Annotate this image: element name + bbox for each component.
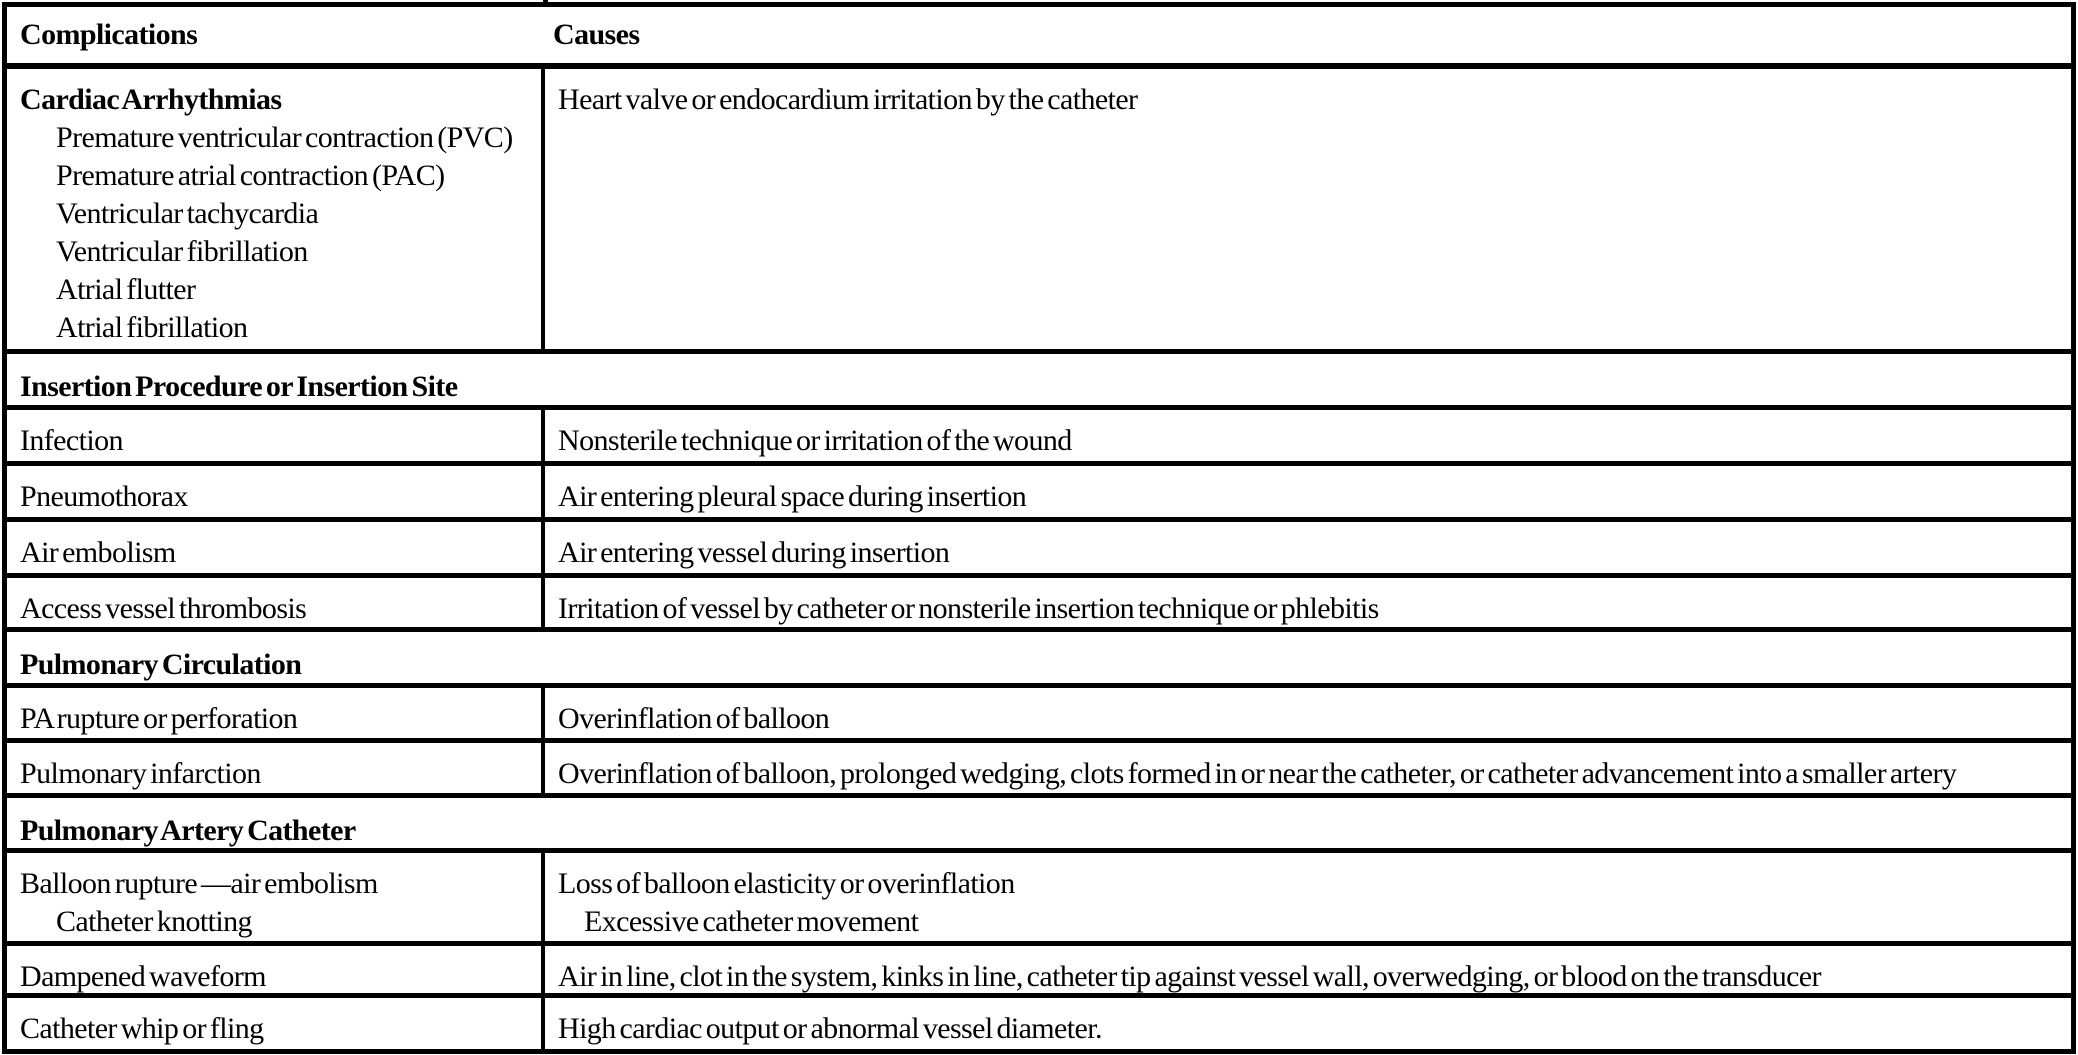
complication-cell — [7, 410, 545, 461]
section-cell — [7, 798, 2071, 848]
table-row — [7, 410, 2071, 466]
complication-main-text: Air embolism — [20, 536, 176, 569]
complication-cell — [7, 578, 545, 627]
complication-main-text: Catheter whip or fling — [20, 1012, 264, 1045]
table-row — [7, 466, 2071, 522]
header-cell-complications — [7, 7, 545, 63]
section-cell — [7, 354, 2071, 405]
column-header-complications: Complications — [20, 18, 198, 51]
complication-main-text: Pneumothorax — [20, 480, 188, 513]
complication-cell — [7, 946, 545, 993]
cause-cell — [545, 578, 2071, 627]
cause-main-text: Air in line, clot in the system, kinks in line, catheter tip against vessel wall, overwedging, or blood on the transducer — [558, 960, 1821, 993]
cause-cell — [545, 466, 2071, 517]
section-row — [7, 354, 2071, 410]
complication-sub-item: Premature atrial contraction (PAC) — [56, 159, 445, 192]
complication-cell — [7, 69, 545, 349]
complication-cell — [7, 998, 545, 1049]
table-header-row — [7, 7, 2071, 69]
section-header-label: Insertion Procedure or Insertion Site — [20, 370, 458, 403]
cause-cell — [545, 998, 2071, 1049]
cause-cell — [545, 946, 2071, 993]
table-row — [7, 853, 2071, 946]
cause-cell — [545, 743, 2071, 793]
complication-cell — [7, 522, 545, 573]
cause-cell — [545, 853, 2071, 941]
cause-main-text: Irritation of vessel by catheter or nonsterile insertion technique or phlebitis — [558, 592, 1379, 625]
section-cell — [7, 632, 2071, 683]
complication-main-text: PA rupture or perforation — [20, 702, 298, 735]
cause-main-text: Nonsterile technique or irritation of the wound — [558, 424, 1072, 457]
cause-main-text: Air entering vessel during insertion — [558, 536, 950, 569]
cause-main-text: Loss of balloon elasticity or overinflation — [558, 867, 1015, 900]
section-header-label: Pulmonary Artery Catheter — [20, 814, 356, 847]
complication-main-text: Pulmonary infarction — [20, 757, 261, 790]
section-header-label: Pulmonary Circulation — [20, 648, 302, 681]
complication-cell — [7, 853, 545, 941]
cause-cell — [545, 522, 2071, 573]
table-row — [7, 998, 2071, 1049]
complication-main-text: Dampened waveform — [20, 960, 266, 993]
column-header-causes: Causes — [553, 18, 640, 51]
table-row — [7, 946, 2071, 998]
complication-sub-item: Atrial fibrillation — [56, 311, 248, 344]
header-cell-causes — [545, 7, 2071, 63]
section-row — [7, 798, 2071, 853]
section-row — [7, 632, 2071, 688]
complication-sub-item: Catheter knotting — [56, 905, 252, 938]
cause-main-text: Overinflation of balloon, prolonged wedging, clots formed in or near the catheter, or catheter advancement into a smaller artery — [558, 757, 1957, 790]
table-row — [7, 578, 2071, 632]
complication-main-text: Balloon rupture —air embolism — [20, 867, 378, 900]
table-row — [7, 743, 2071, 798]
complication-cell — [7, 743, 545, 793]
complication-main-text: Infection — [20, 424, 123, 457]
complications-causes-table — [2, 2, 2076, 1054]
complication-main-text: Cardiac Arrhythmias — [20, 83, 282, 116]
cause-main-text: Overinflation of balloon — [558, 702, 830, 735]
complication-sub-item: Ventricular tachycardia — [56, 197, 319, 230]
cause-cell — [545, 688, 2071, 738]
complication-sub-item: Ventricular fibrillation — [56, 235, 308, 268]
complication-cell — [7, 466, 545, 517]
complication-sub-item: Premature ventricular contraction (PVC) — [56, 121, 513, 154]
cause-cell — [545, 69, 2071, 349]
cause-main-text: Air entering pleural space during insertion — [558, 480, 1027, 513]
cause-main-text: Heart valve or endocardium irritation by the catheter — [558, 83, 1138, 116]
complication-cell — [7, 688, 545, 738]
table-row — [7, 688, 2071, 743]
complication-sub-item: Atrial flutter — [56, 273, 196, 306]
cause-main-text: High cardiac output or abnormal vessel diameter. — [558, 1012, 1102, 1045]
cause-cell — [545, 410, 2071, 461]
complication-main-text: Access vessel thrombosis — [20, 592, 307, 625]
table-row — [7, 522, 2071, 578]
cause-sub-item: Excessive catheter movement — [584, 905, 919, 938]
table-row — [7, 69, 2071, 354]
